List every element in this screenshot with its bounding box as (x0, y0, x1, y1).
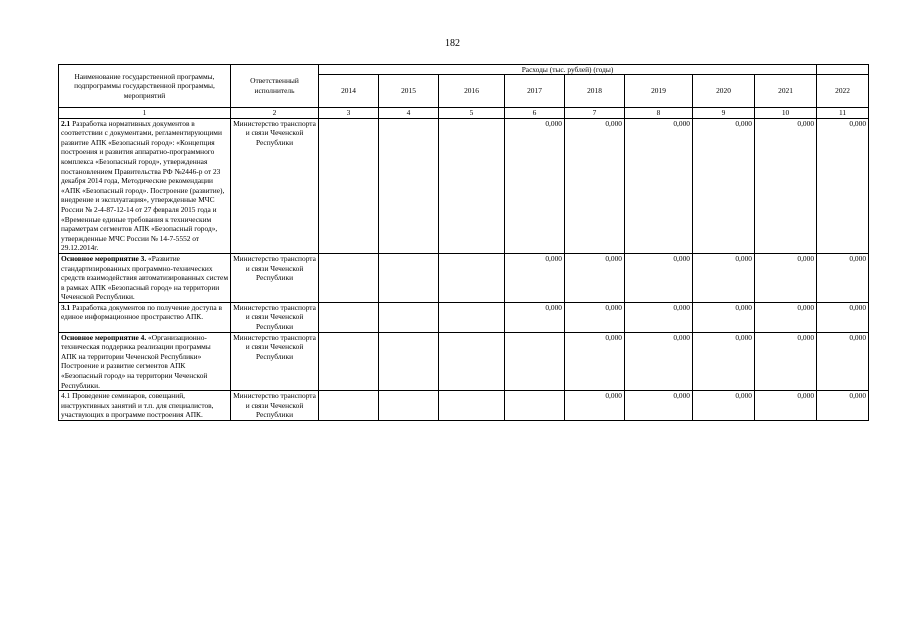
column-number: 2 (231, 108, 319, 119)
column-number: 6 (505, 108, 565, 119)
activity-description: «Организационно-техническая поддержка реализации программы АПК на территории Чеченской Республики» Построение и развитие сегментов АПК «Безопасный город» на территории Чеченской Республики. (61, 332, 211, 390)
value-cell: 0,000 (817, 302, 869, 332)
value-cell: 0,000 (693, 332, 755, 391)
activity-code: 3.1 (61, 302, 71, 312)
executor-cell: Министерство транспорта и связи Чеченской Республики (231, 118, 319, 253)
activity-description: «Развитие стандартизированных программно-технических средств взаимодействия автоматизированных систем в рамках АПК «Безопасный город» на территории Чеченской Республики. (61, 253, 228, 302)
value-cell: 0,000 (755, 302, 817, 332)
value-cell (319, 302, 379, 332)
header-executor: Ответственный исполнитель (231, 65, 319, 108)
value-cell: 0,000 (693, 253, 755, 302)
year-header: 2019 (625, 75, 693, 108)
value-cell: 0,000 (505, 302, 565, 332)
column-number: 3 (319, 108, 379, 119)
value-cell: 0,000 (817, 118, 869, 253)
value-cell (439, 391, 505, 421)
value-cell (505, 332, 565, 391)
value-cell: 0,000 (565, 253, 625, 302)
year-header: 2015 (379, 75, 439, 108)
year-header: 2016 (439, 75, 505, 108)
column-number: 10 (755, 108, 817, 119)
value-cell: 0,000 (565, 391, 625, 421)
table-row (59, 332, 869, 391)
value-cell: 0,000 (817, 253, 869, 302)
value-cell: 0,000 (505, 253, 565, 302)
value-cell: 0,000 (755, 253, 817, 302)
value-cell: 0,000 (817, 391, 869, 421)
header-name: Наименование государственной программы, подпрограммы государственной программы, мероприятий (59, 65, 231, 108)
column-number: 4 (379, 108, 439, 119)
value-cell: 0,000 (755, 391, 817, 421)
value-cell (379, 118, 439, 253)
year-header: 2017 (505, 75, 565, 108)
value-cell: 0,000 (625, 332, 693, 391)
year-header: 2014 (319, 75, 379, 108)
value-cell (439, 302, 505, 332)
table-row (59, 253, 869, 302)
value-cell (439, 118, 505, 253)
value-cell (379, 253, 439, 302)
value-cell: 0,000 (625, 118, 693, 253)
executor-cell: Министерство транспорта и связи Чеченской Республики (231, 253, 319, 302)
value-cell (319, 253, 379, 302)
executor-cell: Министерство транспорта и связи Чеченской Республики (231, 391, 319, 421)
value-cell: 0,000 (625, 302, 693, 332)
value-cell (319, 332, 379, 391)
column-number: 5 (439, 108, 505, 119)
year-header: 2021 (755, 75, 817, 108)
table-row (59, 302, 869, 332)
header-blank (817, 65, 869, 75)
column-number: 9 (693, 108, 755, 119)
value-cell (379, 391, 439, 421)
value-cell (505, 391, 565, 421)
column-number: 11 (817, 108, 869, 119)
year-header: 2022 (817, 75, 869, 108)
value-cell: 0,000 (693, 302, 755, 332)
activity-code: 2.1 (61, 118, 71, 128)
column-number-row (59, 108, 869, 119)
activity-name (59, 332, 231, 391)
activity-name (59, 253, 231, 302)
page-number: 182 (445, 38, 460, 49)
value-cell (439, 253, 505, 302)
value-cell (319, 391, 379, 421)
activity-name (59, 391, 231, 421)
year-header: 2020 (693, 75, 755, 108)
column-number: 1 (59, 108, 231, 119)
header-expenses: Расходы (тыс. рублей) (годы) (319, 65, 817, 75)
value-cell: 0,000 (625, 253, 693, 302)
value-cell: 0,000 (755, 118, 817, 253)
executor-cell: Министерство транспорта и связи Чеченской Республики (231, 302, 319, 332)
activity-description: Разработка нормативных документов в соответствии с документами, регламентирующими развитие АПК «Безопасный город»: «Концепция построения и развития аппаратно-программного комплекса «Безопасный город», утвержденная постановлением Правительства РФ №2446-р от 23 декабря 2014 года, Методические рекомендации «АПК «Безопасный город». Построение (развитие), внедрение и эксплуатация», утвержденные МЧС России № 2-4-87-12-14 от 27 февраля 2015 года и «Временные единые требования к техническим параметрам сегментов АПК «Безопасный город», утвержденные МЧС России № 14-7-5552 от 29.12.2014г. (61, 118, 225, 253)
activity-code: Основное мероприятие 4. (61, 332, 147, 342)
activity-name (59, 302, 231, 332)
value-cell: 0,000 (565, 302, 625, 332)
value-cell: 0,000 (693, 118, 755, 253)
year-header: 2018 (565, 75, 625, 108)
value-cell (379, 302, 439, 332)
value-cell (439, 332, 505, 391)
activity-code: Основное мероприятие 3. (61, 253, 147, 263)
value-cell: 0,000 (755, 332, 817, 391)
table-row (59, 391, 869, 421)
value-cell: 0,000 (505, 118, 565, 253)
column-number: 7 (565, 108, 625, 119)
value-cell: 0,000 (693, 391, 755, 421)
value-cell (319, 118, 379, 253)
value-cell (379, 332, 439, 391)
value-cell: 0,000 (817, 332, 869, 391)
activity-name (59, 118, 231, 253)
value-cell: 0,000 (565, 332, 625, 391)
header-row-1 (59, 65, 869, 75)
column-number: 8 (625, 108, 693, 119)
activity-description: Разработка документов по получение доступа в единое информационное пространство АПК. (61, 302, 222, 322)
value-cell: 0,000 (625, 391, 693, 421)
executor-cell: Министерство транспорта и связи Чеченской Республики (231, 332, 319, 391)
value-cell: 0,000 (565, 118, 625, 253)
budget-table (58, 64, 869, 421)
table-row (59, 118, 869, 253)
activity-description: 4.1 Проведение семинаров, совещаний, инструктивных занятий и т.п. для специалистов, участвующих в программе построения АПК. (61, 391, 214, 420)
